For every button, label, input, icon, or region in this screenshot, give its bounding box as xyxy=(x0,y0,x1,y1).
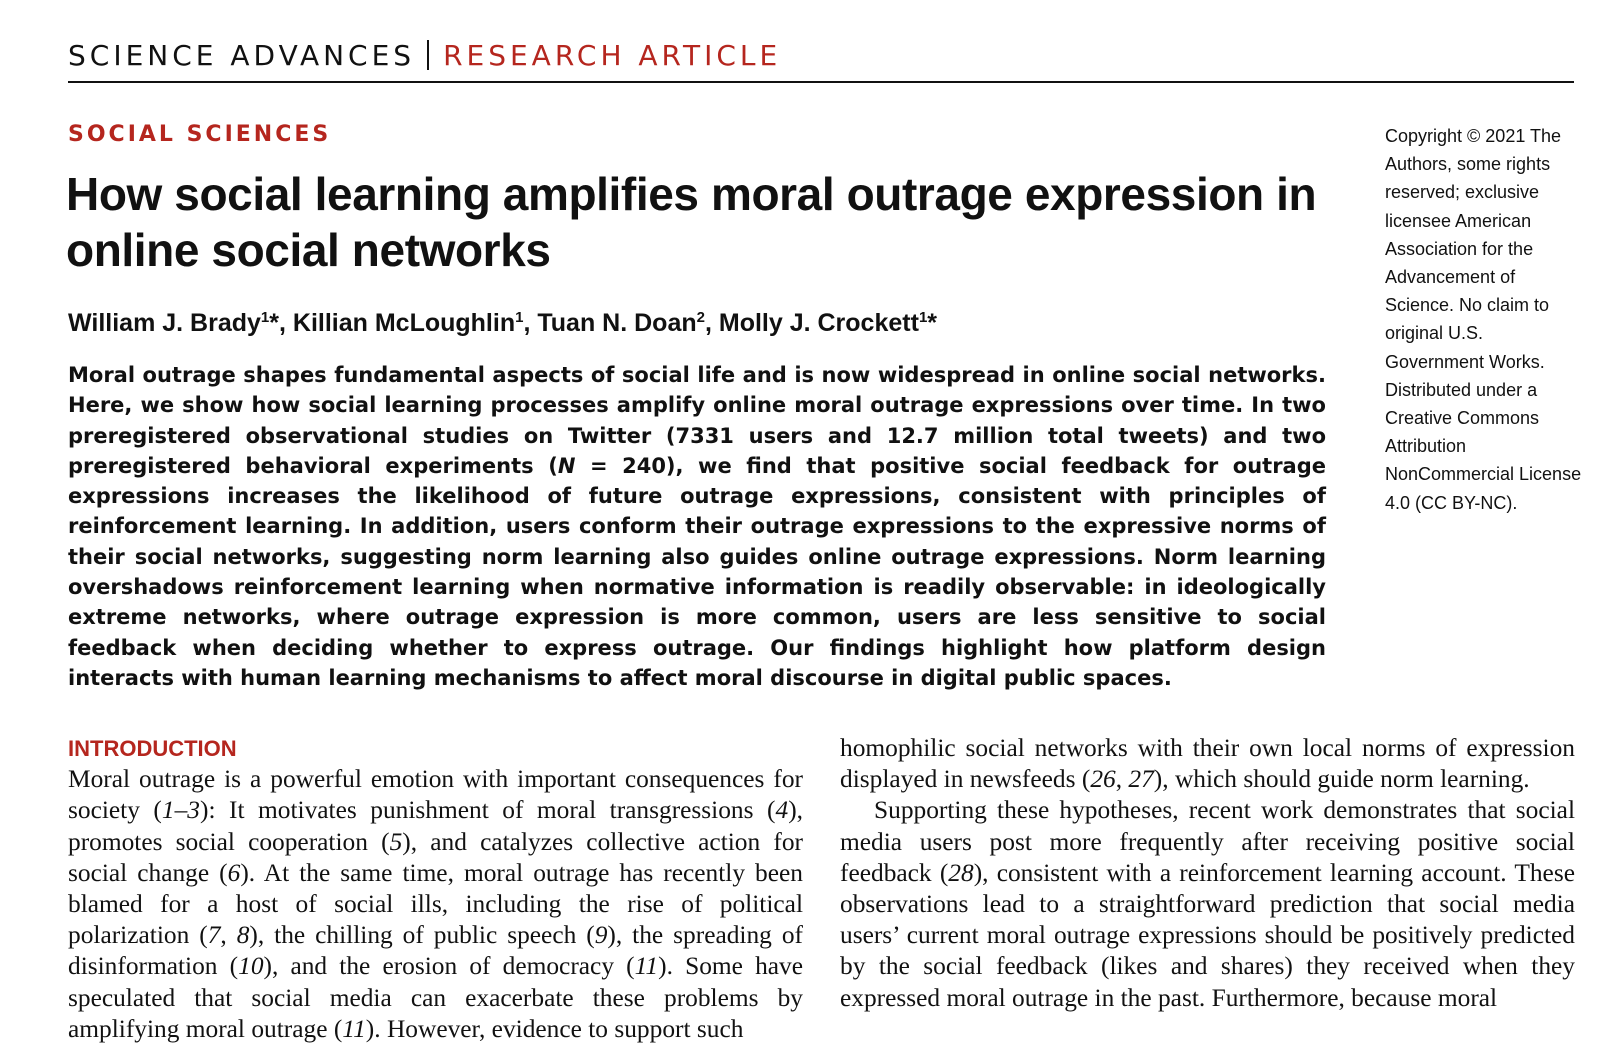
copyright-notice: Copyright © 2021 The Authors, some rights reserved; exclusive licensee American Association for the Advancement of Science. No claim to original U.S. Government Works. Distributed under a Creative Commons Attribution NonCommercial License 4.0 (CC BY-NC). xyxy=(1385,126,1582,513)
citation-link[interactable]: 26 xyxy=(1090,765,1116,794)
paragraph-text: ). Some have speculated that social media can exacerbate these problems by amplifying moral outrage ( xyxy=(68,952,804,1043)
corresponding-mark: * xyxy=(269,309,279,337)
paragraph-text: ), the spreading of disinformation ( xyxy=(68,921,803,981)
introduction-heading: INTRODUCTION xyxy=(68,736,237,761)
paragraph-text: ), and catalyzes collective action for social change ( xyxy=(68,827,803,887)
citation-link[interactable]: 27 xyxy=(1128,765,1154,794)
citation-link[interactable]: 7 xyxy=(207,921,221,950)
author[interactable] xyxy=(293,309,524,337)
section-label: SOCIAL SCIENCES xyxy=(68,122,332,147)
body-paragraph xyxy=(840,733,1575,795)
citation-link[interactable]: 28 xyxy=(948,858,974,887)
paragraph-text: Supporting these hypotheses, recent work demonstrates that social media users post more frequently after receiving positive social feedback ( xyxy=(840,796,1575,887)
paragraph-text: ). However, evidence to support such xyxy=(365,1014,744,1043)
author-list: William J. Brady$^1$*, Killian McLoughlin$^1$, Tuan N. Doan$^2$, Molly J. Crockett$^1$* xyxy=(68,309,938,337)
author-name: William J. Brady xyxy=(68,309,261,337)
citation-link[interactable]: 11 xyxy=(634,952,659,981)
paragraph-text: ), and the erosion of democracy ( xyxy=(263,952,635,981)
sample-size-symbol: N xyxy=(557,453,576,478)
article-type: RESEARCH ARTICLE xyxy=(443,39,782,72)
citation-link[interactable]: 5 xyxy=(389,827,403,856)
header-rule xyxy=(68,81,1574,83)
citation-link[interactable]: 9 xyxy=(594,921,608,950)
article-title: How social learning amplifies moral outrage expression in online social networks xyxy=(66,168,1317,276)
journal-header xyxy=(68,36,781,76)
body-column-left xyxy=(68,733,803,1045)
citation-link[interactable]: 11 xyxy=(342,1014,366,1043)
abstract xyxy=(68,360,1326,693)
body-column-right xyxy=(840,733,1575,1014)
author-affiliation: 1 xyxy=(515,309,524,326)
paragraph-text: , xyxy=(220,921,237,950)
author-name: Tuan N. Doan xyxy=(537,309,697,337)
author-name: Molly J. Crockett xyxy=(718,309,919,337)
citation-link[interactable]: 10 xyxy=(238,952,264,981)
author[interactable] xyxy=(68,309,279,337)
author[interactable] xyxy=(537,309,705,337)
citation-link[interactable]: 6 xyxy=(227,858,241,887)
paragraph-text: Moral outrage is a powerful emotion with important consequences for society ( xyxy=(68,765,803,825)
paragraph-text: ): It motivates punishment of moral transgressions ( xyxy=(199,796,776,825)
citation-link[interactable]: 4 xyxy=(775,796,789,825)
journal-name: SCIENCE ADVANCES xyxy=(68,39,416,72)
author-affiliation: 1 xyxy=(260,309,270,326)
citation-link[interactable]: 8 xyxy=(236,921,250,950)
author[interactable] xyxy=(719,309,937,337)
paragraph-text: , xyxy=(1115,765,1129,794)
paragraph-text: homophilic social networks with their own local norms of expression displayed in newsfeeds ( xyxy=(840,734,1575,794)
author-affiliation: 1 xyxy=(918,309,928,326)
body-paragraph xyxy=(840,795,1575,1013)
author-name: Killian McLoughlin xyxy=(292,309,516,337)
paragraph-text: ), which should guide norm learning. xyxy=(1153,765,1530,794)
paragraph-text: ). At the same time, moral outrage has recently been blamed for a host of social ills, including the rise of political polarization ( xyxy=(68,858,803,950)
introduction-paragraph xyxy=(68,764,803,1045)
corresponding-mark: * xyxy=(927,309,938,337)
paragraph-text: ), promotes social cooperation ( xyxy=(68,796,803,856)
paragraph-text: ), the chilling of public speech ( xyxy=(249,921,595,950)
citation-link[interactable]: 1–3 xyxy=(161,796,200,825)
paragraph-text: ), consistent with a reinforcement learning account. These observations lead to a straightforward prediction that social media users’ current moral outrage expressions should be positively predicted by the social feedback (likes and shares) they received when they expressed moral outrage in the past. Furthermore, because moral xyxy=(840,858,1575,1012)
header-separator xyxy=(427,40,429,70)
abstract-text: = 240), we find that positive social feedback for outrage expressions increases the likelihood of future outrage expressions, consistent with principles of reinforcement learning. In addition, users conform their outrage expressions to the expressive norms of their social networks, suggesting norm learning also guides online outrage expressions. Norm learning overshadows reinforcement learning when normative information is readily observable: in ideologically extreme networks, where outrage expression is more common, users are less sensitive to social feedback when deciding whether to express outrage. Our findings highlight how platform design interacts with human learning mechanisms to affect moral discourse in digital public spaces. xyxy=(68,453,1327,690)
author-affiliation: 2 xyxy=(696,309,705,326)
abstract-text: Moral outrage shapes fundamental aspects of social life and is now widespread in online social networks. Here, we show how social learning processes amplify online moral outrage expressions over time. In two preregistered observational studies on Twitter (7331 users and 12.7 million total tweets) and two preregistered behavioral experiments ( xyxy=(68,363,1326,478)
